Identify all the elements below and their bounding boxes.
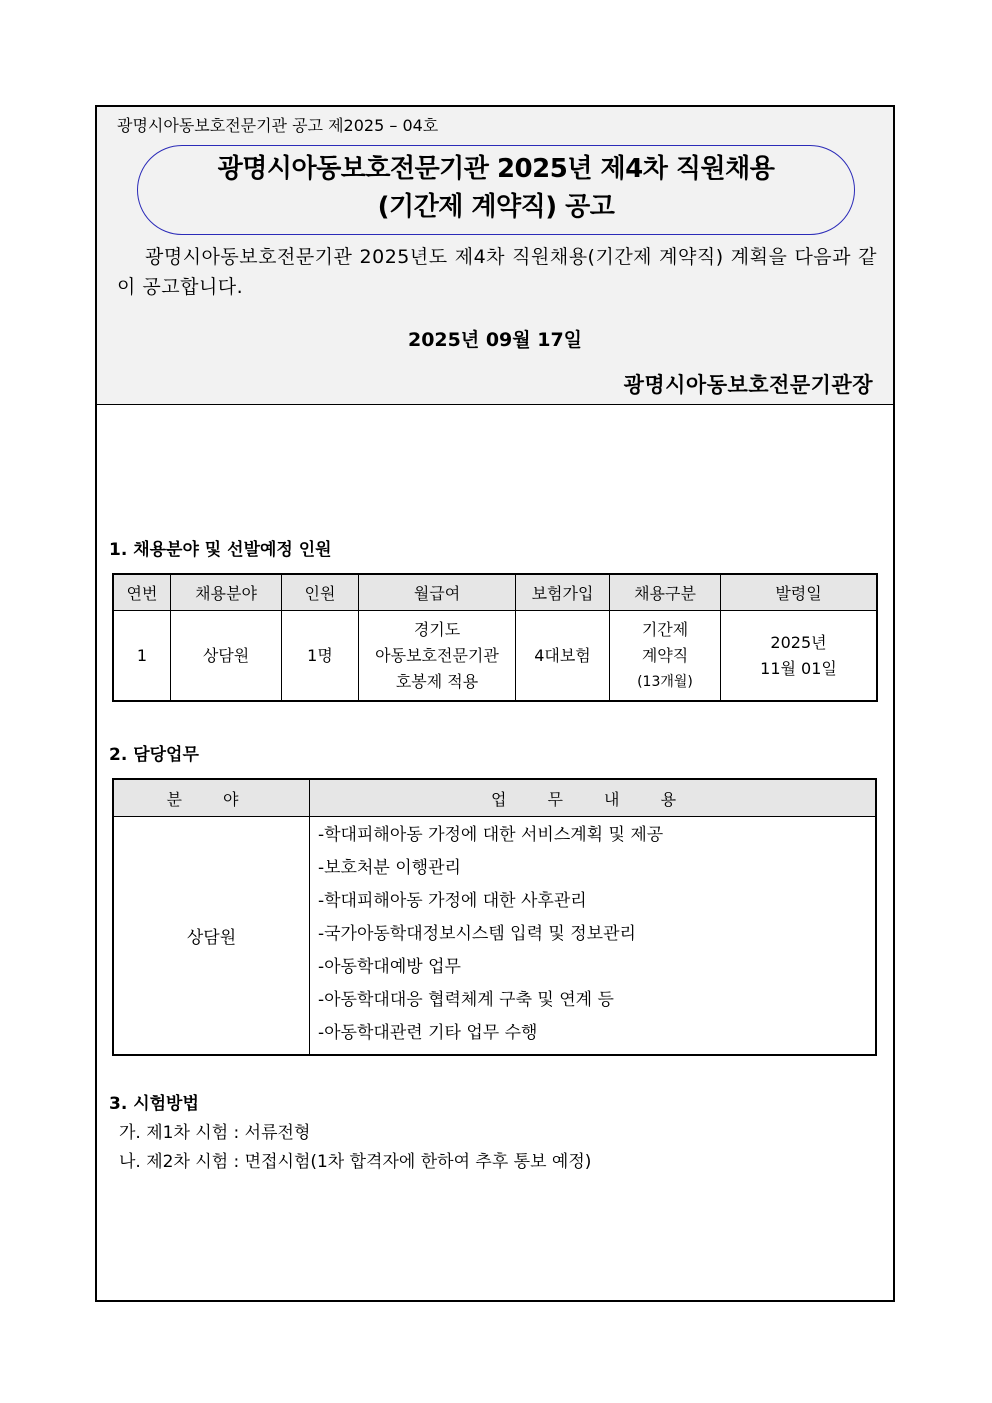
type-line-2: 계약직	[641, 645, 689, 665]
cell-type	[610, 611, 721, 702]
duty-item: -보호처분 이행관리	[318, 858, 461, 878]
cell-duties	[310, 817, 877, 1056]
cell-area: 상담원	[113, 817, 310, 1056]
notice-header	[97, 107, 893, 405]
type-line-1: 기간제	[641, 619, 689, 639]
duty-item: -아동학대예방 업무	[318, 957, 461, 977]
col-duties: 업 무 내 용	[310, 779, 877, 817]
cell-headcount: 1명	[282, 611, 359, 702]
duty-item: -아동학대관련 기타 업무 수행	[318, 1023, 538, 1043]
duty-item: -학대피해아동 가정에 대한 사후관리	[318, 891, 587, 911]
cell-salary	[359, 611, 516, 702]
issuer: 광명시아동보호전문기관장	[623, 373, 873, 397]
title-line-2: (기간제 계약직) 공고	[377, 192, 615, 222]
duty-item: -학대피해아동 가정에 대한 서비스계획 및 제공	[318, 825, 664, 845]
recruitment-table	[112, 573, 878, 702]
col-salary: 월급여	[359, 574, 516, 611]
salary-line-1: 경기도	[413, 619, 461, 639]
cell-field: 상담원	[171, 611, 282, 702]
col-headcount: 인원	[282, 574, 359, 611]
table-header-row	[113, 574, 877, 611]
col-type: 채용구분	[610, 574, 721, 611]
section1-title: 1. 채용분야 및 선발예정 인원	[109, 540, 332, 560]
start-line-2: 11월 01일	[760, 658, 837, 678]
intro-paragraph	[117, 242, 877, 302]
table-row	[113, 817, 876, 1056]
salary-line-2: 아동보호전문기관	[375, 645, 499, 665]
section2-title: 2. 담당업무	[109, 745, 199, 765]
title-box	[137, 145, 855, 235]
duty-item: -아동학대대응 협력체계 구축 및 연계 등	[318, 990, 614, 1010]
type-line-3: (13개월)	[637, 673, 693, 690]
duties-table	[112, 778, 877, 1056]
start-line-1: 2025년	[770, 632, 827, 652]
col-no: 연번	[113, 574, 171, 611]
table-row	[113, 611, 877, 702]
notice-frame	[95, 105, 895, 1302]
col-field: 채용분야	[171, 574, 282, 611]
notice-date: 2025년 09월 17일	[407, 329, 583, 351]
cell-no: 1	[113, 611, 171, 702]
notice-number: 광명시아동보호전문기관 공고 제2025 – 04호	[117, 116, 439, 135]
duty-item: -국가아동학대정보시스템 입력 및 정보관리	[318, 924, 636, 944]
cell-insurance: 4대보험	[516, 611, 610, 702]
intro-text: 광명시아동보호전문기관 2025년도 제4차 직원채용(기간제 계약직) 계획을 다음과 같이 공고합니다.	[117, 246, 877, 298]
cell-start-date	[721, 611, 878, 702]
col-insurance: 보험가입	[516, 574, 610, 611]
section3-title: 3. 시험방법	[109, 1094, 199, 1114]
title-line-1: 광명시아동보호전문기관 2025년 제4차 직원채용	[217, 154, 775, 184]
col-start-date: 발령일	[721, 574, 878, 611]
salary-line-3: 호봉제 적용	[395, 671, 479, 691]
col-area: 분 야	[113, 779, 310, 817]
table-header-row	[113, 779, 876, 817]
exam-second: 나. 제2차 시험 : 면접시험(1차 합격자에 한하여 추후 통보 예정)	[119, 1152, 592, 1172]
exam-first: 가. 제1차 시험 : 서류전형	[119, 1123, 311, 1143]
